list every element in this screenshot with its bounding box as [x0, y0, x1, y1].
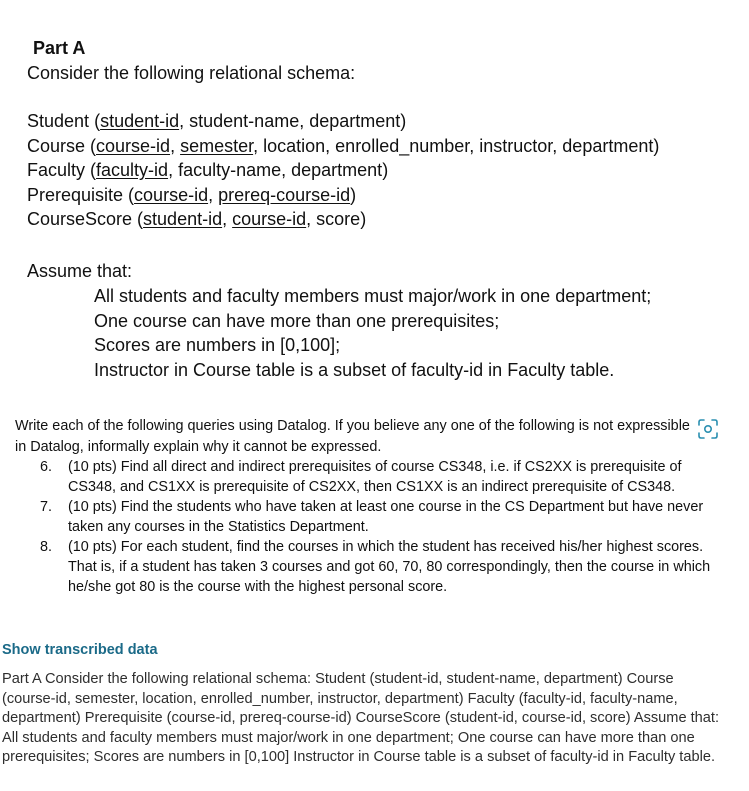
- schema-row: Student (student-id, student-name, department): [27, 111, 407, 131]
- table-name: Student: [27, 111, 90, 131]
- schema-intro: Consider the following relational schema:: [27, 63, 356, 83]
- question-text: (10 pts) Find all direct and indirect prerequisites of course CS348, i.e. if CS2XX is prerequisite of CS348, and CS1XX is prerequisite of CS2XX, then CS1XX is an indirect prerequisite of CS348.: [68, 459, 682, 495]
- assumption-list: [94, 285, 651, 383]
- question-number: 7.: [40, 499, 53, 515]
- table-name: CourseScore: [27, 209, 133, 229]
- table-name: Prerequisite: [27, 184, 124, 205]
- schema-row: CourseScore (student-id, course-id, score): [27, 209, 367, 229]
- transcribed-text: Part A Consider the following relational schema: Student (student-id, student-name, department) Course (course-id, semester, location, enrolled_number, instructor, department) Faculty (faculty-id, faculty-name, department) Prerequisite (course-id, prereq-course-id) CourseScore (student-id, course-id, score) Assume that: All students and faculty members must major/work in one department; One course can have more than one prerequisites; Scores are numbers in [0,100] Instructor in Course table is a subset of faculty-id in Faculty table.: [2, 671, 720, 766]
- question-item: [40, 537, 730, 597]
- question-number: 8.: [40, 539, 53, 555]
- attributes: score: [316, 209, 361, 229]
- question-text: (10 pts) For each student, find the courses in which the student has received his/her highest scores. That is, if a student has taken 3 courses and got 60, 70, 80 correspondingly, then the course in which he/she got 80 is the course with the highest personal score.: [68, 539, 711, 595]
- attributes: faculty-name, department: [178, 160, 383, 180]
- question-item: [40, 457, 730, 497]
- task-instructions: Write each of the following queries using Datalog. If you believe any one of the following is not expressible in Datalog, informally explain why it cannot be expressed.: [15, 418, 690, 455]
- assume-label: Assume that:: [27, 261, 133, 281]
- attributes: location, enrolled_number, instructor, department: [263, 135, 654, 156]
- show-transcribed-link[interactable]: Show transcribed data: [2, 642, 158, 658]
- part-title: Part A: [33, 38, 86, 58]
- table-name: Faculty: [27, 160, 86, 180]
- key-attribute: student-id: [143, 209, 223, 229]
- key-attribute: course-id: [232, 209, 307, 229]
- key-attribute: prereq-course-id: [218, 184, 351, 205]
- schema-list: [27, 110, 659, 233]
- assumption-item: Scores are numbers in [0,100];: [94, 335, 341, 355]
- question-item: [40, 497, 730, 537]
- key-attribute: student-id: [100, 111, 180, 131]
- schema-row: Prerequisite (course-id, prereq-course-id): [27, 184, 357, 205]
- key-attribute: faculty-id: [96, 160, 169, 180]
- assumption-item: One course can have more than one prerequisites;: [94, 310, 500, 331]
- scan-text-icon[interactable]: [697, 418, 719, 440]
- question-list: [40, 457, 730, 597]
- question-text: (10 pts) Find the students who have taken at least one course in the CS Department but have never taken any courses in the Statistics Department.: [68, 499, 704, 535]
- question-number: 6.: [40, 459, 53, 475]
- table-name: Course: [27, 135, 86, 156]
- schema-row: Faculty (faculty-id, faculty-name, department): [27, 160, 389, 180]
- key-attribute: semester: [180, 135, 254, 156]
- assumption-item: All students and faculty members must major/work in one department;: [94, 286, 652, 306]
- schema-row: Course (course-id, semester, location, enrolled_number, instructor, department): [27, 135, 660, 156]
- attributes: student-name, department: [189, 111, 401, 131]
- assumption-item: Instructor in Course table is a subset of faculty-id in Faculty table.: [94, 359, 615, 380]
- key-attribute: course-id: [134, 184, 209, 205]
- key-attribute: course-id: [96, 135, 171, 156]
